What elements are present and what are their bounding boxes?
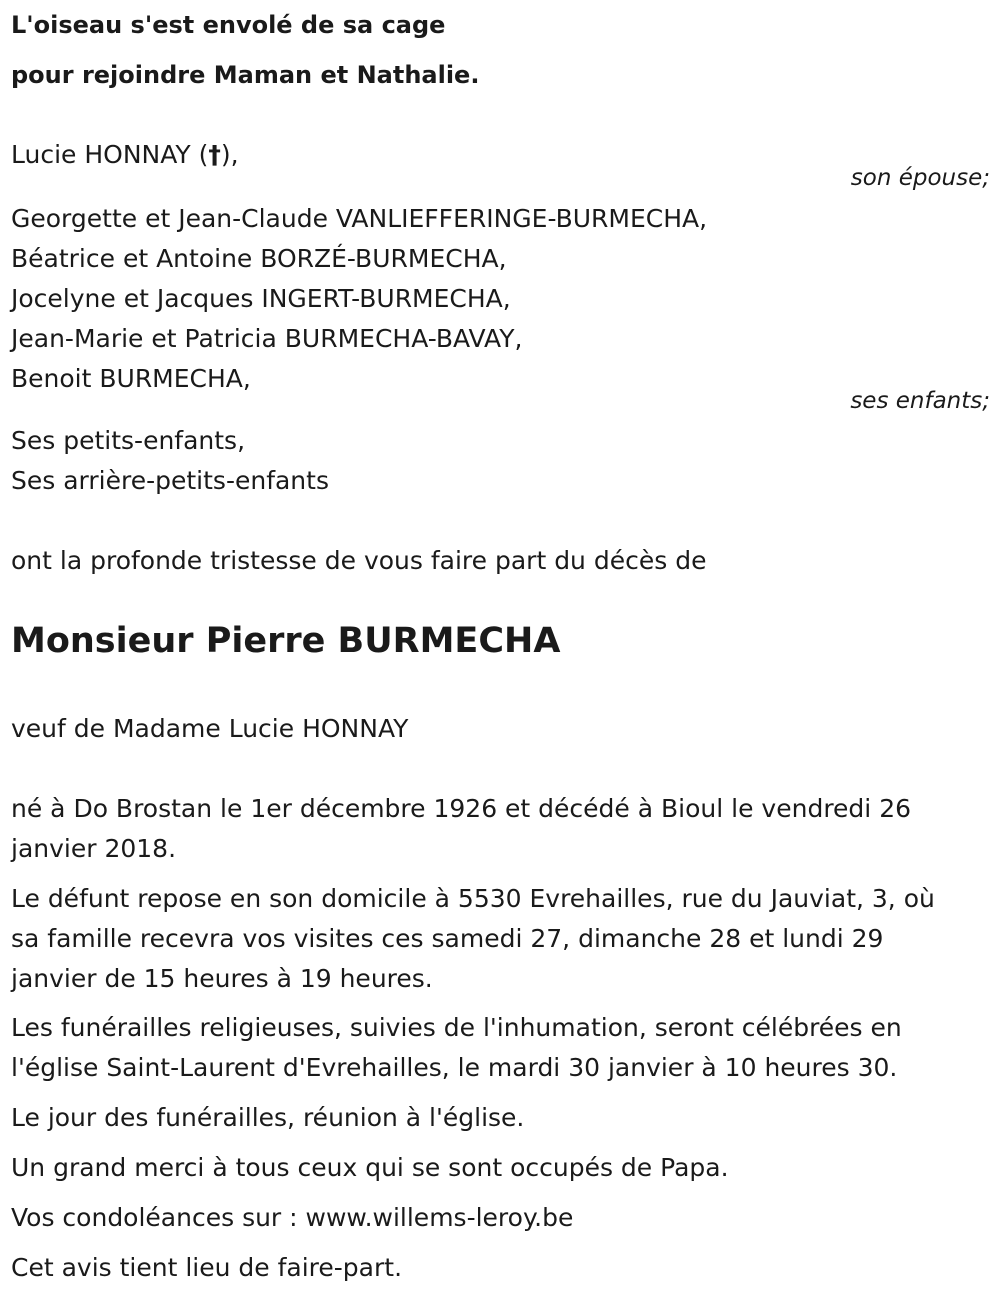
child-line-3: Jocelyne et Jacques INGERT-BURMECHA,	[11, 284, 511, 313]
visitation-line-2: sa famille recevra vos visites ces samedi 27, dimanche 28 et lundi 29	[11, 924, 884, 953]
condolences-line: Vos condoléances sur : www.willems-leroy.be	[11, 1203, 574, 1232]
great-grandchildren-line: Ses arrière-petits-enfants	[11, 466, 329, 495]
notice-line: Cet avis tient lieu de faire-part.	[11, 1253, 403, 1282]
widower-line: veuf de Madame Lucie HONNAY	[11, 714, 409, 743]
thanks-line: Un grand merci à tous ceux qui se sont occupés de Papa.	[11, 1153, 729, 1182]
children-role: ses enfants;	[850, 388, 990, 414]
birth-death-line-1: né à Do Brostan le 1er décembre 1926 et décédé à Bioul le vendredi 26	[11, 794, 911, 823]
spouse-name-close: ),	[220, 140, 239, 169]
birth-death-line-2: janvier 2018.	[11, 834, 177, 863]
grandchildren-line: Ses petits-enfants,	[11, 426, 246, 455]
spouse-name	[11, 142, 239, 167]
announcement-line: ont la profonde tristesse de vous faire part du décès de	[11, 546, 707, 575]
visitation-line-1: Le défunt repose en son domicile à 5530 Evrehailles, rue du Jauviat, 3, où	[11, 884, 935, 913]
child-line-5: Benoit BURMECHA,	[11, 364, 251, 393]
meeting-line: Le jour des funérailles, réunion à l'église.	[11, 1103, 525, 1132]
deceased-name: Monsieur Pierre BURMECHA	[11, 621, 561, 661]
cross-icon: †	[208, 140, 221, 169]
motto-line-2: pour rejoindre Maman et Nathalie.	[11, 61, 480, 89]
motto-line-1: L'oiseau s'est envolé de sa cage	[11, 11, 446, 39]
spouse-name-text: Lucie HONNAY (	[11, 140, 209, 169]
spouse-role: son épouse;	[850, 165, 990, 191]
funeral-line-1: Les funérailles religieuses, suivies de l'inhumation, seront célébrées en	[11, 1013, 902, 1042]
funeral-line-2: l'église Saint-Laurent d'Evrehailles, le mardi 30 janvier à 10 heures 30.	[11, 1053, 898, 1082]
child-line-1: Georgette et Jean-Claude VANLIEFFERINGE-BURMECHA,	[11, 204, 708, 233]
visitation-line-3: janvier de 15 heures à 19 heures.	[11, 964, 433, 993]
child-line-4: Jean-Marie et Patricia BURMECHA-BAVAY,	[11, 324, 523, 353]
child-line-2: Béatrice et Antoine BORZÉ-BURMECHA,	[11, 244, 507, 273]
